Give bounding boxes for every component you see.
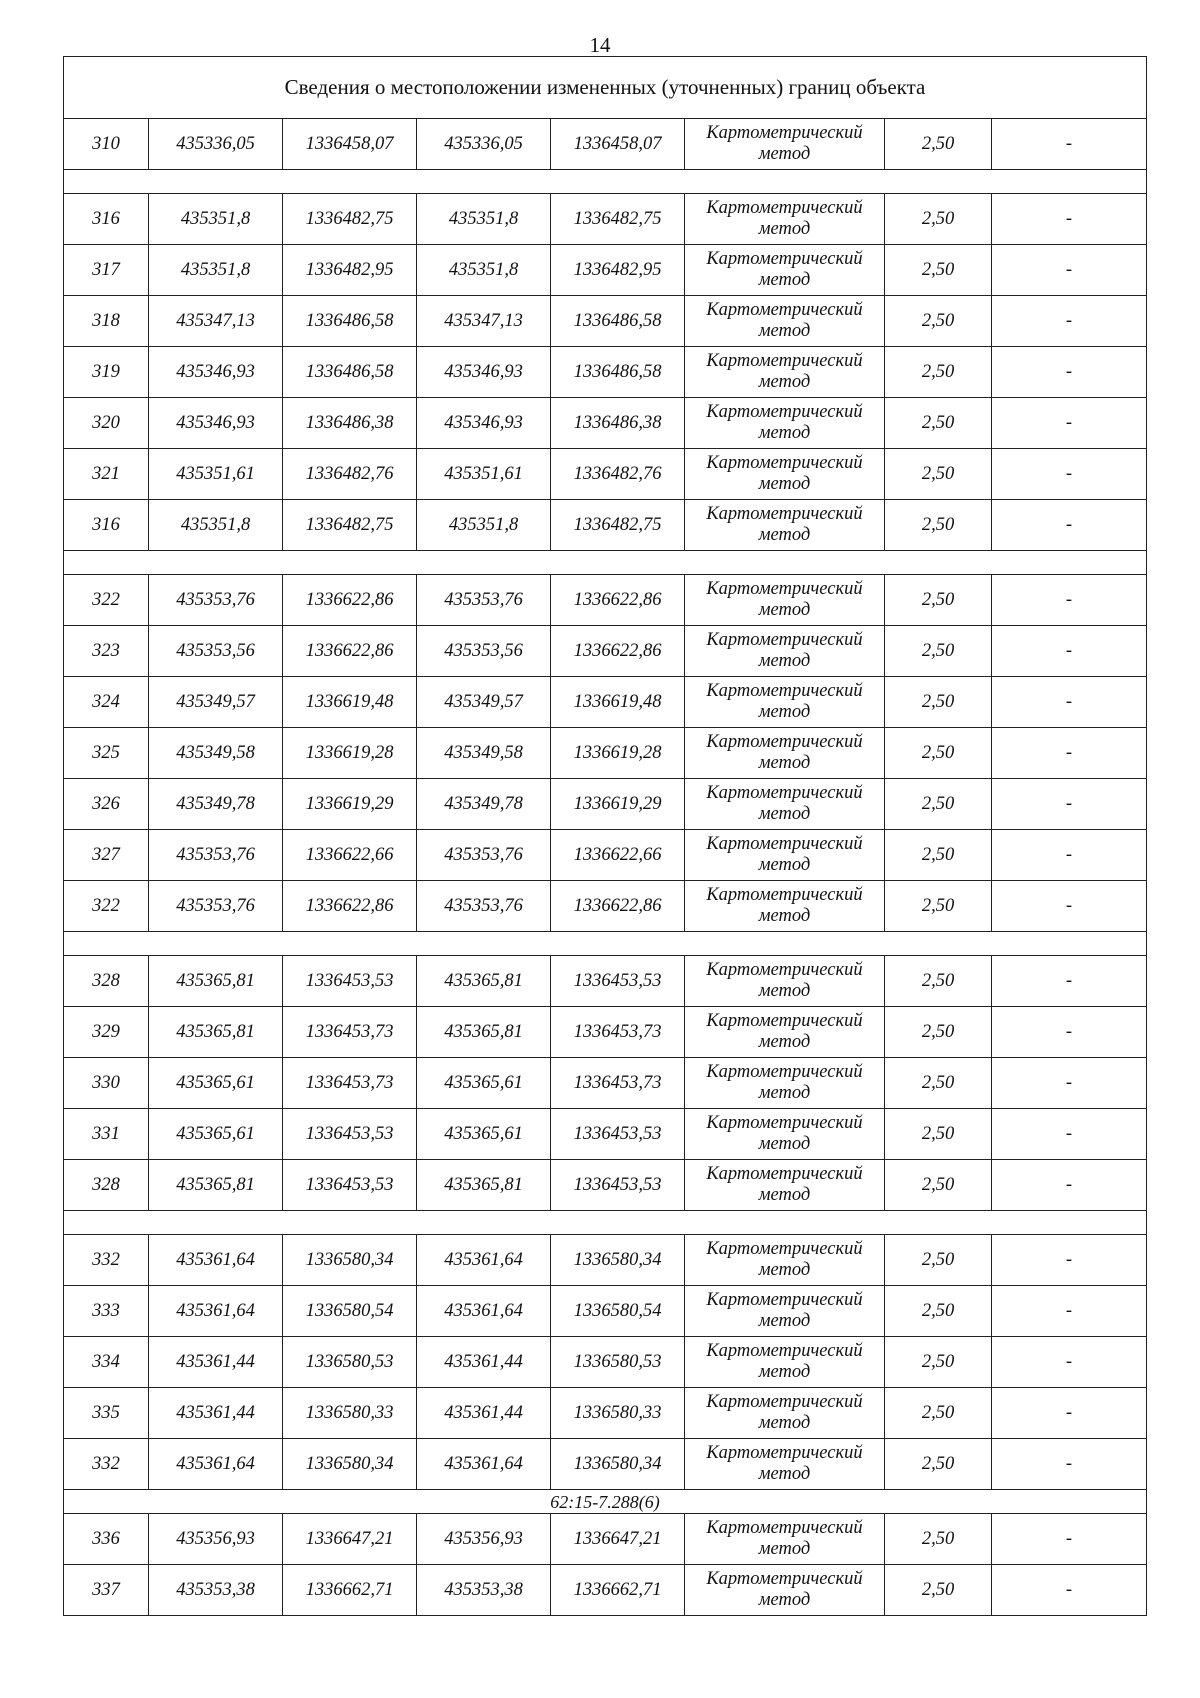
page-number: 14	[589, 33, 611, 57]
point-number-cell: 328	[64, 956, 149, 1007]
x-existing-cell: 435351,8	[149, 245, 283, 296]
y-refined-cell: 1336486,58	[551, 347, 685, 398]
table-title: Сведения о местоположении измененных (уточненных) границ объекта	[64, 57, 1147, 119]
y-existing-cell: 1336453,53	[283, 1109, 417, 1160]
x-existing-cell: 435361,44	[149, 1337, 283, 1388]
method-cell: Картометрический метод	[685, 575, 885, 626]
description-cell: -	[992, 500, 1147, 551]
description-cell: -	[992, 1058, 1147, 1109]
point-number-cell: 321	[64, 449, 149, 500]
section-label	[64, 932, 1147, 956]
description-cell: -	[992, 347, 1147, 398]
accuracy-cell: 2,50	[885, 398, 992, 449]
point-number-cell: 331	[64, 1109, 149, 1160]
description-cell: -	[992, 1388, 1147, 1439]
table-row	[64, 956, 1147, 1007]
accuracy-cell: 2,50	[885, 1160, 992, 1211]
method-cell: Картометрический метод	[685, 500, 885, 551]
accuracy-cell: 2,50	[885, 1007, 992, 1058]
method-cell: Картометрический метод	[685, 1007, 885, 1058]
x-refined-cell: 435361,64	[417, 1235, 551, 1286]
y-existing-cell: 1336662,71	[283, 1565, 417, 1616]
x-existing-cell: 435351,8	[149, 194, 283, 245]
method-cell: Картометрический метод	[685, 245, 885, 296]
y-refined-cell: 1336453,73	[551, 1007, 685, 1058]
section-separator-row	[64, 1211, 1147, 1235]
point-number-cell: 317	[64, 245, 149, 296]
y-refined-cell: 1336580,34	[551, 1439, 685, 1490]
x-existing-cell: 435361,64	[149, 1235, 283, 1286]
x-refined-cell: 435361,44	[417, 1337, 551, 1388]
description-cell: -	[992, 677, 1147, 728]
accuracy-cell: 2,50	[885, 1514, 992, 1565]
section-label	[64, 1211, 1147, 1235]
accuracy-cell: 2,50	[885, 1058, 992, 1109]
y-existing-cell: 1336453,53	[283, 1160, 417, 1211]
method-cell: Картометрический метод	[685, 194, 885, 245]
description-cell: -	[992, 575, 1147, 626]
y-existing-cell: 1336580,34	[283, 1439, 417, 1490]
x-existing-cell: 435353,76	[149, 830, 283, 881]
x-refined-cell: 435349,78	[417, 779, 551, 830]
table-row	[64, 1007, 1147, 1058]
point-number-cell: 337	[64, 1565, 149, 1616]
section-separator-row	[64, 170, 1147, 194]
x-existing-cell: 435351,8	[149, 500, 283, 551]
section-label	[64, 551, 1147, 575]
x-existing-cell: 435361,64	[149, 1439, 283, 1490]
y-existing-cell: 1336486,58	[283, 296, 417, 347]
description-cell: -	[992, 119, 1147, 170]
method-cell: Картометрический метод	[685, 347, 885, 398]
table-row	[64, 677, 1147, 728]
y-existing-cell: 1336482,95	[283, 245, 417, 296]
x-existing-cell: 435365,81	[149, 956, 283, 1007]
y-refined-cell: 1336622,86	[551, 626, 685, 677]
accuracy-cell: 2,50	[885, 779, 992, 830]
table-row	[64, 728, 1147, 779]
y-refined-cell: 1336580,54	[551, 1286, 685, 1337]
description-cell: -	[992, 1007, 1147, 1058]
y-existing-cell: 1336622,86	[283, 575, 417, 626]
y-refined-cell: 1336647,21	[551, 1514, 685, 1565]
method-cell: Картометрический метод	[685, 881, 885, 932]
y-refined-cell: 1336580,34	[551, 1235, 685, 1286]
y-refined-cell: 1336619,29	[551, 779, 685, 830]
table-row	[64, 1514, 1147, 1565]
method-cell: Картометрический метод	[685, 1514, 885, 1565]
x-refined-cell: 435361,64	[417, 1439, 551, 1490]
point-number-cell: 334	[64, 1337, 149, 1388]
x-refined-cell: 435353,56	[417, 626, 551, 677]
description-cell: -	[992, 1235, 1147, 1286]
description-cell: -	[992, 1565, 1147, 1616]
x-existing-cell: 435347,13	[149, 296, 283, 347]
y-refined-cell: 1336662,71	[551, 1565, 685, 1616]
accuracy-cell: 2,50	[885, 296, 992, 347]
y-existing-cell: 1336622,86	[283, 626, 417, 677]
description-cell: -	[992, 830, 1147, 881]
table-row	[64, 1235, 1147, 1286]
description-cell: -	[992, 1337, 1147, 1388]
accuracy-cell: 2,50	[885, 1439, 992, 1490]
y-existing-cell: 1336580,54	[283, 1286, 417, 1337]
table-row	[64, 1337, 1147, 1388]
method-cell: Картометрический метод	[685, 1160, 885, 1211]
x-refined-cell: 435353,76	[417, 575, 551, 626]
accuracy-cell: 2,50	[885, 1235, 992, 1286]
description-cell: -	[992, 956, 1147, 1007]
table-row	[64, 347, 1147, 398]
accuracy-cell: 2,50	[885, 1565, 992, 1616]
accuracy-cell: 2,50	[885, 677, 992, 728]
description-cell: -	[992, 296, 1147, 347]
accuracy-cell: 2,50	[885, 830, 992, 881]
accuracy-cell: 2,50	[885, 449, 992, 500]
accuracy-cell: 2,50	[885, 1286, 992, 1337]
table-row	[64, 194, 1147, 245]
boundary-coordinates-table	[63, 56, 1147, 1616]
accuracy-cell: 2,50	[885, 245, 992, 296]
x-refined-cell: 435353,76	[417, 881, 551, 932]
y-existing-cell: 1336580,34	[283, 1235, 417, 1286]
point-number-cell: 323	[64, 626, 149, 677]
y-refined-cell: 1336458,07	[551, 119, 685, 170]
section-label	[64, 170, 1147, 194]
accuracy-cell: 2,50	[885, 575, 992, 626]
x-refined-cell: 435351,8	[417, 194, 551, 245]
x-refined-cell: 435365,61	[417, 1058, 551, 1109]
x-existing-cell: 435351,61	[149, 449, 283, 500]
method-cell: Картометрический метод	[685, 1388, 885, 1439]
table-row	[64, 119, 1147, 170]
y-existing-cell: 1336482,75	[283, 194, 417, 245]
point-number-cell: 333	[64, 1286, 149, 1337]
point-number-cell: 332	[64, 1439, 149, 1490]
method-cell: Картометрический метод	[685, 296, 885, 347]
y-refined-cell: 1336580,53	[551, 1337, 685, 1388]
x-refined-cell: 435346,93	[417, 347, 551, 398]
x-refined-cell: 435351,8	[417, 245, 551, 296]
method-cell: Картометрический метод	[685, 398, 885, 449]
method-cell: Картометрический метод	[685, 1058, 885, 1109]
accuracy-cell: 2,50	[885, 1388, 992, 1439]
section-label: 62:15-7.288(6)	[64, 1490, 1147, 1514]
x-existing-cell: 435361,64	[149, 1286, 283, 1337]
x-existing-cell: 435353,56	[149, 626, 283, 677]
point-number-cell: 325	[64, 728, 149, 779]
y-refined-cell: 1336453,53	[551, 956, 685, 1007]
table-row	[64, 1058, 1147, 1109]
table-row	[64, 1565, 1147, 1616]
y-existing-cell: 1336453,73	[283, 1058, 417, 1109]
description-cell: -	[992, 779, 1147, 830]
y-existing-cell: 1336647,21	[283, 1514, 417, 1565]
method-cell: Картометрический метод	[685, 1565, 885, 1616]
accuracy-cell: 2,50	[885, 500, 992, 551]
point-number-cell: 322	[64, 575, 149, 626]
method-cell: Картометрический метод	[685, 1439, 885, 1490]
y-existing-cell: 1336453,73	[283, 1007, 417, 1058]
y-refined-cell: 1336486,38	[551, 398, 685, 449]
x-refined-cell: 435365,81	[417, 1160, 551, 1211]
method-cell: Картометрический метод	[685, 677, 885, 728]
accuracy-cell: 2,50	[885, 881, 992, 932]
x-existing-cell: 435349,57	[149, 677, 283, 728]
section-separator-row	[64, 932, 1147, 956]
table-row	[64, 575, 1147, 626]
description-cell: -	[992, 398, 1147, 449]
x-refined-cell: 435336,05	[417, 119, 551, 170]
y-refined-cell: 1336622,86	[551, 881, 685, 932]
method-cell: Картометрический метод	[685, 728, 885, 779]
description-cell: -	[992, 194, 1147, 245]
table-row	[64, 1109, 1147, 1160]
y-existing-cell: 1336486,58	[283, 347, 417, 398]
x-existing-cell: 435346,93	[149, 347, 283, 398]
x-refined-cell: 435347,13	[417, 296, 551, 347]
x-existing-cell: 435346,93	[149, 398, 283, 449]
point-number-cell: 316	[64, 500, 149, 551]
x-existing-cell: 435365,61	[149, 1109, 283, 1160]
table-row	[64, 1286, 1147, 1337]
x-refined-cell: 435365,61	[417, 1109, 551, 1160]
y-existing-cell: 1336486,38	[283, 398, 417, 449]
table-row	[64, 830, 1147, 881]
section-separator-row	[64, 551, 1147, 575]
y-existing-cell: 1336458,07	[283, 119, 417, 170]
table-row	[64, 1160, 1147, 1211]
x-refined-cell: 435349,58	[417, 728, 551, 779]
table-row	[64, 1439, 1147, 1490]
point-number-cell: 329	[64, 1007, 149, 1058]
table-row	[64, 779, 1147, 830]
x-existing-cell: 435353,38	[149, 1565, 283, 1616]
point-number-cell: 328	[64, 1160, 149, 1211]
table-row	[64, 1388, 1147, 1439]
point-number-cell: 332	[64, 1235, 149, 1286]
accuracy-cell: 2,50	[885, 728, 992, 779]
x-existing-cell: 435349,58	[149, 728, 283, 779]
point-number-cell: 330	[64, 1058, 149, 1109]
accuracy-cell: 2,50	[885, 956, 992, 1007]
y-existing-cell: 1336482,76	[283, 449, 417, 500]
point-number-cell: 318	[64, 296, 149, 347]
method-cell: Картометрический метод	[685, 956, 885, 1007]
y-existing-cell: 1336619,29	[283, 779, 417, 830]
method-cell: Картометрический метод	[685, 1109, 885, 1160]
section-separator-row	[64, 1490, 1147, 1514]
table-row	[64, 500, 1147, 551]
accuracy-cell: 2,50	[885, 626, 992, 677]
point-number-cell: 319	[64, 347, 149, 398]
x-existing-cell: 435349,78	[149, 779, 283, 830]
y-existing-cell: 1336453,53	[283, 956, 417, 1007]
description-cell: -	[992, 881, 1147, 932]
accuracy-cell: 2,50	[885, 347, 992, 398]
method-cell: Картометрический метод	[685, 626, 885, 677]
point-number-cell: 310	[64, 119, 149, 170]
method-cell: Картометрический метод	[685, 1235, 885, 1286]
y-existing-cell: 1336619,48	[283, 677, 417, 728]
description-cell: -	[992, 626, 1147, 677]
x-existing-cell: 435356,93	[149, 1514, 283, 1565]
point-number-cell: 316	[64, 194, 149, 245]
point-number-cell: 320	[64, 398, 149, 449]
y-refined-cell: 1336482,75	[551, 500, 685, 551]
point-number-cell: 335	[64, 1388, 149, 1439]
y-refined-cell: 1336619,48	[551, 677, 685, 728]
y-refined-cell: 1336453,53	[551, 1160, 685, 1211]
point-number-cell: 324	[64, 677, 149, 728]
method-cell: Картометрический метод	[685, 449, 885, 500]
y-existing-cell: 1336619,28	[283, 728, 417, 779]
method-cell: Картометрический метод	[685, 830, 885, 881]
y-refined-cell: 1336580,33	[551, 1388, 685, 1439]
y-existing-cell: 1336580,33	[283, 1388, 417, 1439]
point-number-cell: 322	[64, 881, 149, 932]
x-existing-cell: 435365,81	[149, 1007, 283, 1058]
method-cell: Картометрический метод	[685, 119, 885, 170]
y-existing-cell: 1336622,86	[283, 881, 417, 932]
x-refined-cell: 435346,93	[417, 398, 551, 449]
x-existing-cell: 435353,76	[149, 881, 283, 932]
x-refined-cell: 435356,93	[417, 1514, 551, 1565]
y-refined-cell: 1336619,28	[551, 728, 685, 779]
table-row	[64, 398, 1147, 449]
x-existing-cell: 435336,05	[149, 119, 283, 170]
y-existing-cell: 1336482,75	[283, 500, 417, 551]
table-row	[64, 245, 1147, 296]
y-refined-cell: 1336482,76	[551, 449, 685, 500]
y-refined-cell: 1336482,75	[551, 194, 685, 245]
x-refined-cell: 435349,57	[417, 677, 551, 728]
method-cell: Картометрический метод	[685, 1337, 885, 1388]
x-existing-cell: 435365,81	[149, 1160, 283, 1211]
description-cell: -	[992, 1160, 1147, 1211]
x-refined-cell: 435353,76	[417, 830, 551, 881]
y-refined-cell: 1336486,58	[551, 296, 685, 347]
description-cell: -	[992, 728, 1147, 779]
y-refined-cell: 1336453,73	[551, 1058, 685, 1109]
x-existing-cell: 435361,44	[149, 1388, 283, 1439]
table-title-row	[64, 57, 1147, 119]
y-refined-cell: 1336453,53	[551, 1109, 685, 1160]
y-refined-cell: 1336482,95	[551, 245, 685, 296]
description-cell: -	[992, 245, 1147, 296]
accuracy-cell: 2,50	[885, 194, 992, 245]
y-existing-cell: 1336580,53	[283, 1337, 417, 1388]
x-refined-cell: 435365,81	[417, 1007, 551, 1058]
point-number-cell: 336	[64, 1514, 149, 1565]
description-cell: -	[992, 449, 1147, 500]
description-cell: -	[992, 1286, 1147, 1337]
point-number-cell: 326	[64, 779, 149, 830]
accuracy-cell: 2,50	[885, 1109, 992, 1160]
description-cell: -	[992, 1514, 1147, 1565]
method-cell: Картометрический метод	[685, 1286, 885, 1337]
table-row	[64, 296, 1147, 347]
x-refined-cell: 435361,64	[417, 1286, 551, 1337]
accuracy-cell: 2,50	[885, 1337, 992, 1388]
point-number-cell: 327	[64, 830, 149, 881]
y-refined-cell: 1336622,66	[551, 830, 685, 881]
x-refined-cell: 435353,38	[417, 1565, 551, 1616]
table-row	[64, 881, 1147, 932]
method-cell: Картометрический метод	[685, 779, 885, 830]
x-refined-cell: 435365,81	[417, 956, 551, 1007]
x-refined-cell: 435361,44	[417, 1388, 551, 1439]
x-refined-cell: 435351,8	[417, 500, 551, 551]
table-row	[64, 626, 1147, 677]
x-refined-cell: 435351,61	[417, 449, 551, 500]
description-cell: -	[992, 1109, 1147, 1160]
y-existing-cell: 1336622,66	[283, 830, 417, 881]
description-cell: -	[992, 1439, 1147, 1490]
y-refined-cell: 1336622,86	[551, 575, 685, 626]
x-existing-cell: 435353,76	[149, 575, 283, 626]
accuracy-cell: 2,50	[885, 119, 992, 170]
table-row	[64, 449, 1147, 500]
x-existing-cell: 435365,61	[149, 1058, 283, 1109]
